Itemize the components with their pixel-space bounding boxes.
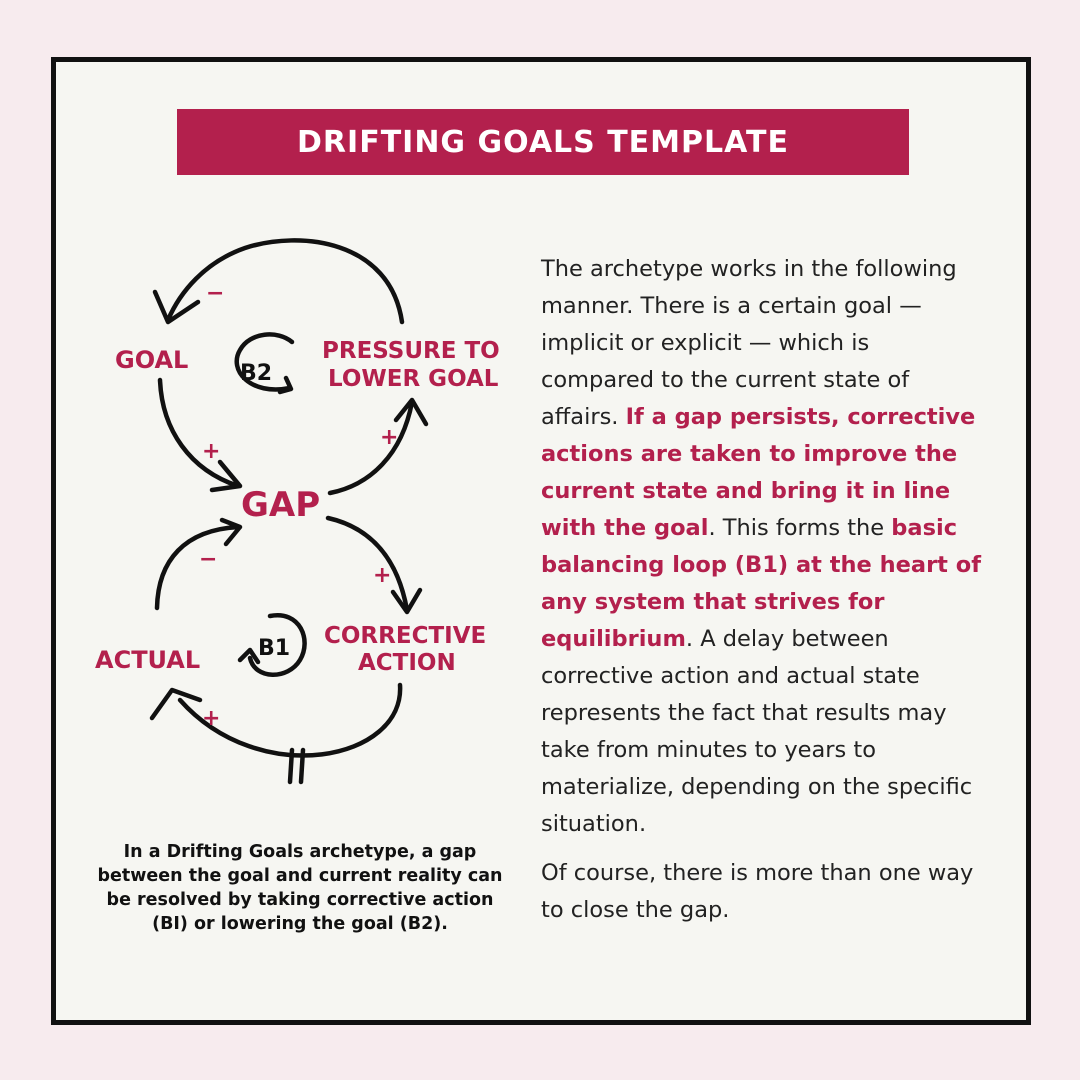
body-p1-highlight-2: basic balancing loop (B1) at the heart of any system that strives for equilibrium xyxy=(541,515,982,652)
body-p1-c: . This forms the xyxy=(708,515,892,541)
page-title: DRIFTING GOALS TEMPLATE xyxy=(297,124,789,160)
node-pressure-line2: LOWER GOAL xyxy=(328,366,499,392)
diagram-caption: In a Drifting Goals archetype, a gap between the goal and current reality can be resolved by taking corrective action (BI) or lowering the goal (B2). xyxy=(97,842,503,934)
node-corrective-line1: CORRECTIVE xyxy=(324,623,487,649)
body-p1-a: The archetype works in the following manner. There is a certain goal — implicit or explicit — which is compared to the current state of affairs. xyxy=(541,256,957,430)
body-p1-e: . A delay between corrective action and actual state represents the fact that results may take from minutes to years to materialize, depending on the specific situation. xyxy=(541,626,973,837)
loop-b2-label: B2 xyxy=(240,361,273,386)
node-gap: GAP xyxy=(241,485,321,525)
polarity-actual-to-gap: − xyxy=(199,547,218,572)
body-paragraph-1 xyxy=(541,251,981,843)
body-paragraph-2: Of course, there is more than one way to close the gap. xyxy=(541,860,974,923)
node-actual: ACTUAL xyxy=(95,646,201,674)
arrowhead-gap-from-actual xyxy=(222,520,240,544)
link-pressure-to-goal xyxy=(168,240,402,322)
loop-b1-label: B1 xyxy=(258,636,291,661)
polarity-goal-to-gap: + xyxy=(202,439,221,464)
polarity-corrective-to-actual: + xyxy=(202,706,221,731)
node-pressure-line1: PRESSURE TO xyxy=(322,338,500,364)
body-p1-highlight-1: If a gap persists, corrective actions are taken to improve the current state and bring it in line with the goal xyxy=(541,404,976,541)
polarity-pressure-to-goal: − xyxy=(206,281,225,306)
polarity-gap-to-corrective: + xyxy=(373,563,392,588)
body-text xyxy=(541,251,981,941)
polarity-gap-to-pressure: + xyxy=(380,425,399,450)
node-corrective-line2: ACTION xyxy=(358,650,456,676)
loop-b2-arrowhead xyxy=(280,378,291,392)
link-actual-to-gap xyxy=(157,527,238,608)
node-goal: GOAL xyxy=(115,346,189,374)
